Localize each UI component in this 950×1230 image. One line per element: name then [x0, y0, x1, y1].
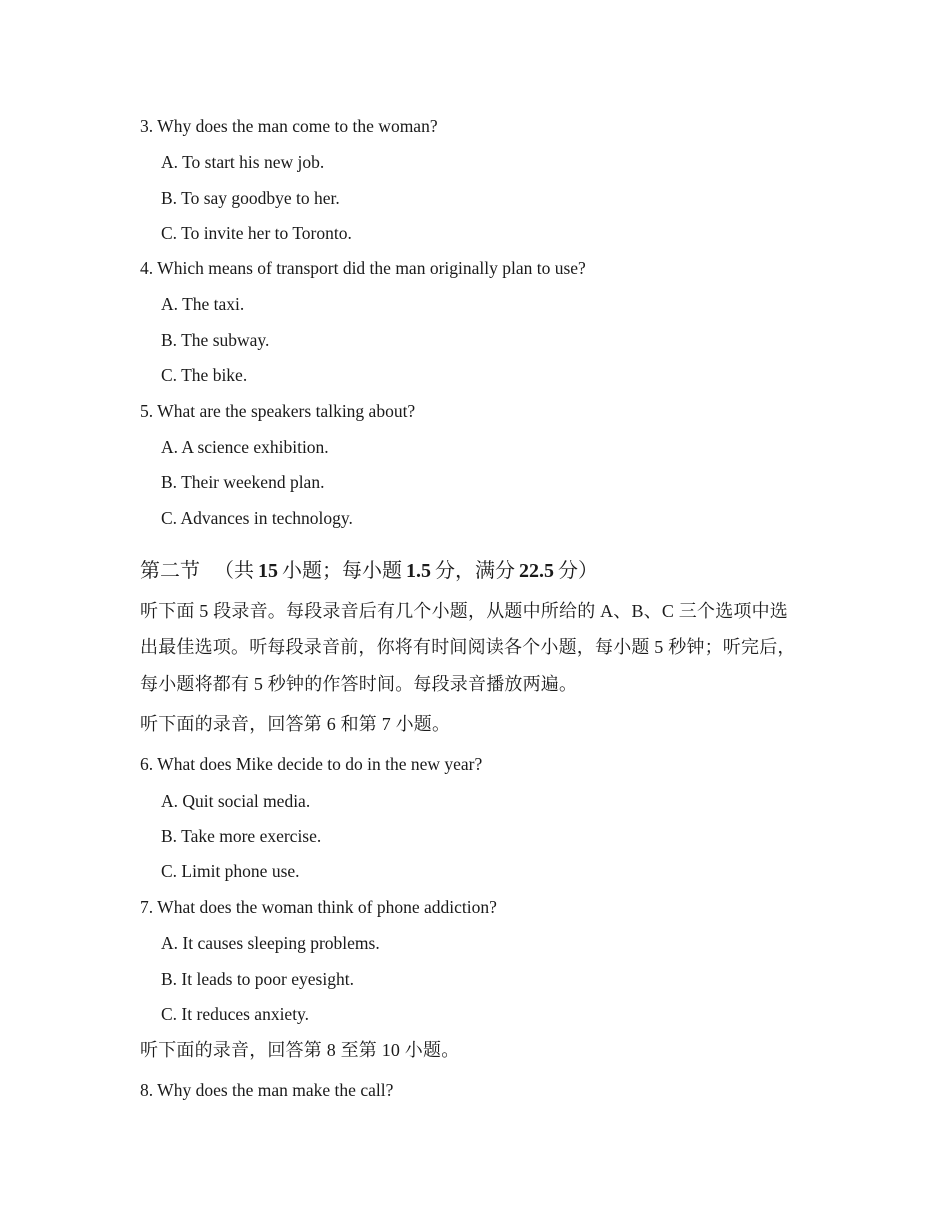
section-total-points: 22.5 [519, 560, 554, 582]
question-4-option-a: A. The taxi. [161, 294, 245, 314]
question-3-option-c: C. To invite her to Toronto. [161, 223, 352, 243]
listening-prompt-6-7: 听下面的录音，回答第 6 和第 7 小题。 [140, 714, 451, 734]
section-heading [140, 558, 598, 584]
question-4-option-b: B. The subway. [161, 330, 270, 350]
question-3: 3. Why does the man come to the woman? [140, 116, 438, 136]
question-4: 4. Which means of transport did the man originally plan to use? [140, 258, 586, 278]
question-7: 7. What does the woman think of phone addiction? [140, 897, 497, 917]
section-name: 第二节 [140, 560, 200, 582]
question-5: 5. What are the speakers talking about? [140, 401, 416, 421]
question-3-option-b: B. To say goodbye to her. [161, 188, 340, 208]
section-info-part-4: 分） [558, 560, 598, 582]
question-5-option-c: C. Advances in technology. [161, 508, 353, 528]
question-6-option-c: C. Limit phone use. [161, 861, 300, 881]
question-7-option-b: B. It leads to poor eyesight. [161, 969, 354, 989]
instructions-line-2: 出最佳选项。听每段录音前，你将有时间阅读各个小题，每小题 5 秒钟；听完后， [140, 637, 796, 657]
section-info-part-1: （共 [214, 560, 254, 582]
question-5-option-b: B. Their weekend plan. [161, 472, 325, 492]
question-6-option-b: B. Take more exercise. [161, 826, 322, 846]
question-8: 8. Why does the man make the call? [140, 1080, 394, 1100]
question-5-option-a: A. A science exhibition. [161, 437, 329, 457]
question-6: 6. What does Mike decide to do in the new year? [140, 754, 483, 774]
section-info-part-2: 小题；每小题 [282, 560, 402, 582]
listening-prompt-8-10: 听下面的录音，回答第 8 至第 10 小题。 [140, 1040, 460, 1060]
instructions-line-3: 每小题将都有 5 秒钟的作答时间。每段录音播放两遍。 [140, 674, 578, 694]
question-4-option-c: C. The bike. [161, 365, 248, 385]
section-info-part-3: 分，满分 [435, 560, 515, 582]
instructions-line-1: 听下面 5 段录音。每段录音后有几个小题，从题中所给的 A、B、C 三个选项中选 [140, 601, 789, 621]
question-7-option-c: C. It reduces anxiety. [161, 1004, 310, 1024]
section-points-each: 1.5 [406, 560, 431, 582]
section-question-count: 15 [258, 560, 278, 582]
question-7-option-a: A. It causes sleeping problems. [161, 933, 380, 953]
question-3-option-a: A. To start his new job. [161, 152, 325, 172]
question-6-option-a: A. Quit social media. [161, 791, 311, 811]
